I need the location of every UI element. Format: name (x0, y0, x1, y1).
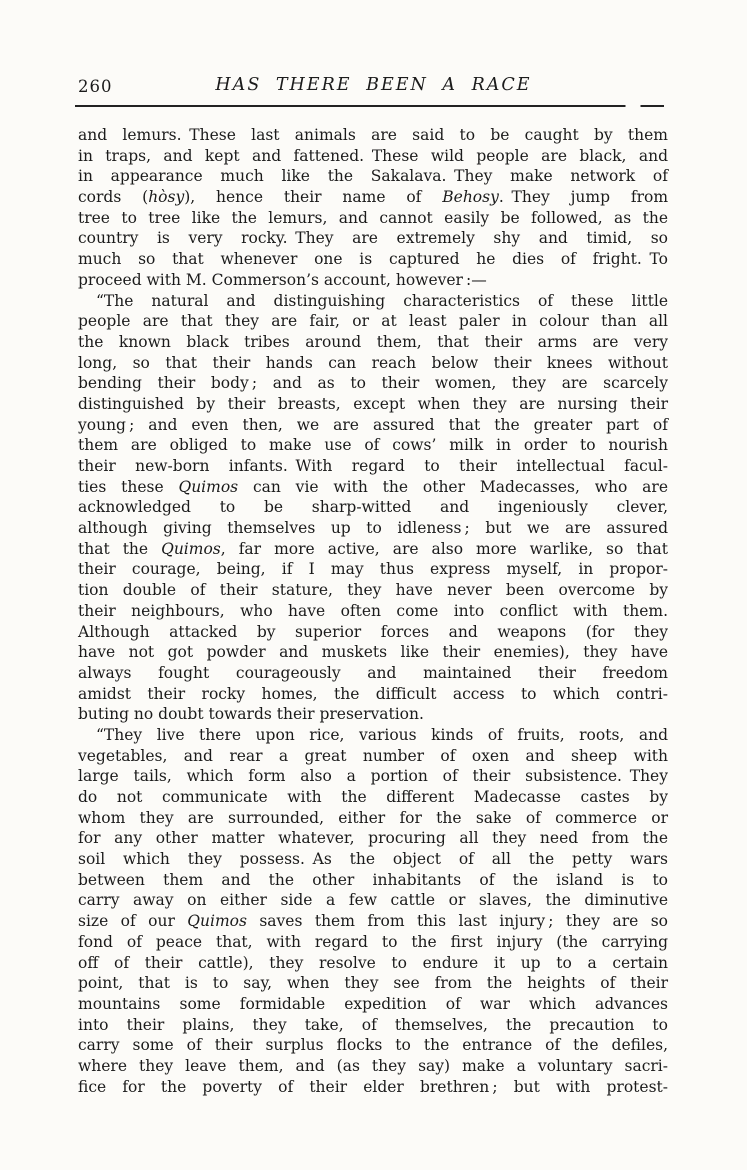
text-line (78, 539, 668, 560)
text-run: buting no doubt towards their preservation. (78, 705, 424, 724)
italic-term: hòsy (148, 188, 185, 207)
text-run: that the (78, 539, 162, 558)
text-run: although giving themselves up to idleness ; but we are assured (78, 519, 668, 538)
text-run: , far more active, are also more warlike, so that (220, 539, 668, 558)
text-run: ), hence their name of (184, 188, 443, 207)
text-run: in traps, and kept and fattened. These wild people are black, and (78, 146, 668, 165)
text-run: and lemurs. These last animals are said to be caught by them (78, 126, 668, 144)
text-line (78, 249, 668, 270)
text-line (78, 1077, 668, 1098)
text-run: their new-born infants. With regard to their intellectual facul- (78, 457, 668, 475)
text-run: off of their cattle), they resolve to endure it up to a certain (78, 953, 668, 972)
text-run: acknowledged to be sharp-witted and ingeniously clever, (78, 498, 668, 517)
text-run: much so that whenever one is captured he dies of fright. To (78, 250, 668, 269)
page-body (78, 125, 668, 1097)
text-line (78, 973, 668, 994)
text-run: vegetables, and rear a great number of oxen and sheep with (78, 746, 668, 765)
text-run: their neighbours, who have often come into conflict with them. (78, 601, 668, 620)
text-line (78, 1035, 668, 1056)
text-run: large tails, which form also a portion of their subsistence. They (78, 767, 668, 786)
text-line (78, 353, 668, 374)
text-line (78, 787, 668, 808)
text-line (78, 642, 668, 663)
text-line (78, 208, 668, 229)
text-line (78, 684, 668, 705)
text-line (78, 1056, 668, 1077)
text-line (78, 766, 668, 787)
text-line (78, 291, 668, 312)
text-line (78, 146, 668, 167)
text-line (78, 125, 668, 146)
text-line (78, 911, 668, 932)
running-header: HAS THERE BEEN A RACE (215, 75, 532, 95)
italic-term: Quimos (178, 477, 239, 496)
text-line (78, 497, 668, 518)
text-run: where they leave them, and (as they say) make a voluntary sacri- (78, 1056, 668, 1075)
text-run: size of our (78, 912, 188, 931)
text-run: fond of peace that, with regard to the first injury (the carrying (78, 932, 668, 951)
text-line (78, 725, 668, 746)
text-line (78, 601, 668, 622)
text-line (78, 559, 668, 580)
text-run: long, so that their hands can reach below their knees without (78, 353, 668, 372)
text-line (78, 890, 668, 911)
text-run: carry some of their surplus flocks to the entrance of the defiles, (78, 1036, 668, 1055)
text-run: tree to tree like the lemurs, and cannot easily be followed, as the (78, 208, 668, 227)
text-line (78, 870, 668, 891)
text-run: the known black tribes around them, that their arms are very (78, 332, 668, 351)
text-run: fice for the poverty of their elder brethren ; but with protest- (78, 1077, 668, 1096)
text-line (78, 849, 668, 870)
text-line (78, 663, 668, 684)
text-line (78, 580, 668, 601)
text-run: “The natural and distinguishing characteristics of these little (96, 291, 668, 310)
text-line (78, 415, 668, 436)
text-run: tion double of their stature, they have never been overcome by (78, 581, 668, 600)
text-line (78, 187, 668, 208)
text-run: them are obliged to make use of cows’ milk in order to nourish (78, 436, 668, 455)
text-run: . They jump from (498, 188, 669, 207)
text-run: can vie with the other Madecasses, who are (238, 477, 668, 496)
text-line (78, 518, 668, 539)
text-line (78, 270, 668, 291)
text-run: carry away on either side a few cattle or slaves, the diminutive (78, 891, 668, 910)
text-line (78, 477, 668, 498)
text-run: into their plains, they take, of themselves, the precaution to (78, 1015, 668, 1034)
text-run: their courage, being, if I may thus express myself, in propor- (78, 560, 668, 579)
text-run: country is very rocky. They are extremely shy and timid, so (78, 229, 668, 248)
text-run: ties these (78, 477, 179, 496)
text-line (78, 332, 668, 353)
text-run: proceed with M. Commerson’s account, however :— (78, 270, 487, 289)
italic-term: Quimos (161, 539, 221, 558)
text-run: amidst their rocky homes, the difficult access to which contri- (78, 684, 668, 703)
text-run: always fought courageously and maintained their freedom (78, 663, 668, 682)
italic-term: Behosy (442, 188, 499, 207)
text-run: Although attacked by superior forces and weapons (for they (78, 622, 668, 641)
text-line (78, 373, 668, 394)
italic-term: Quimos (187, 912, 247, 931)
text-line (78, 746, 668, 767)
text-run: in appearance much like the Sakalava. They make network of (78, 167, 668, 186)
text-line (78, 932, 668, 953)
text-line (78, 435, 668, 456)
text-line (78, 228, 668, 249)
text-run: between them and the other inhabitants of the island is to (78, 870, 668, 889)
text-run: people are that they are fair, or at least paler in colour than all (78, 312, 668, 331)
text-run: cords ( (78, 188, 149, 207)
text-run: do not communicate with the different Madecasse castes by (78, 788, 668, 806)
text-line (78, 166, 668, 187)
text-run: distinguished by their breasts, except when they are nursing their (78, 394, 668, 413)
text-run: whom they are surrounded, either for the sake of commerce or (78, 808, 668, 827)
text-line (78, 394, 668, 415)
text-run: saves them from this last injury ; they are so (246, 912, 668, 931)
text-line (78, 456, 668, 477)
text-line (78, 704, 668, 725)
text-run: “They live there upon rice, various kinds of fruits, roots, and (96, 725, 668, 744)
text-run: soil which they possess. As the object of all the petty wars (78, 850, 668, 869)
text-line (78, 1015, 668, 1036)
text-line (78, 953, 668, 974)
text-line (78, 808, 668, 829)
text-run: mountains some formidable expedition of war which advances (78, 994, 668, 1013)
text-line (78, 311, 668, 332)
text-line (78, 622, 668, 643)
text-run: point, that is to say, when they see from the heights of their (78, 974, 668, 993)
text-run: have not got powder and muskets like their enemies), they have (78, 643, 668, 662)
text-run: bending their body ; and as to their women, they are scarcely (78, 374, 668, 393)
text-run: young ; and even then, we are assured that the greater part of (78, 415, 668, 434)
text-run: for any other matter whatever, procuring all they need from the (78, 829, 668, 848)
page-number: 260 (78, 77, 113, 96)
text-line (78, 828, 668, 849)
header-rule (75, 105, 664, 107)
text-line (78, 994, 668, 1015)
